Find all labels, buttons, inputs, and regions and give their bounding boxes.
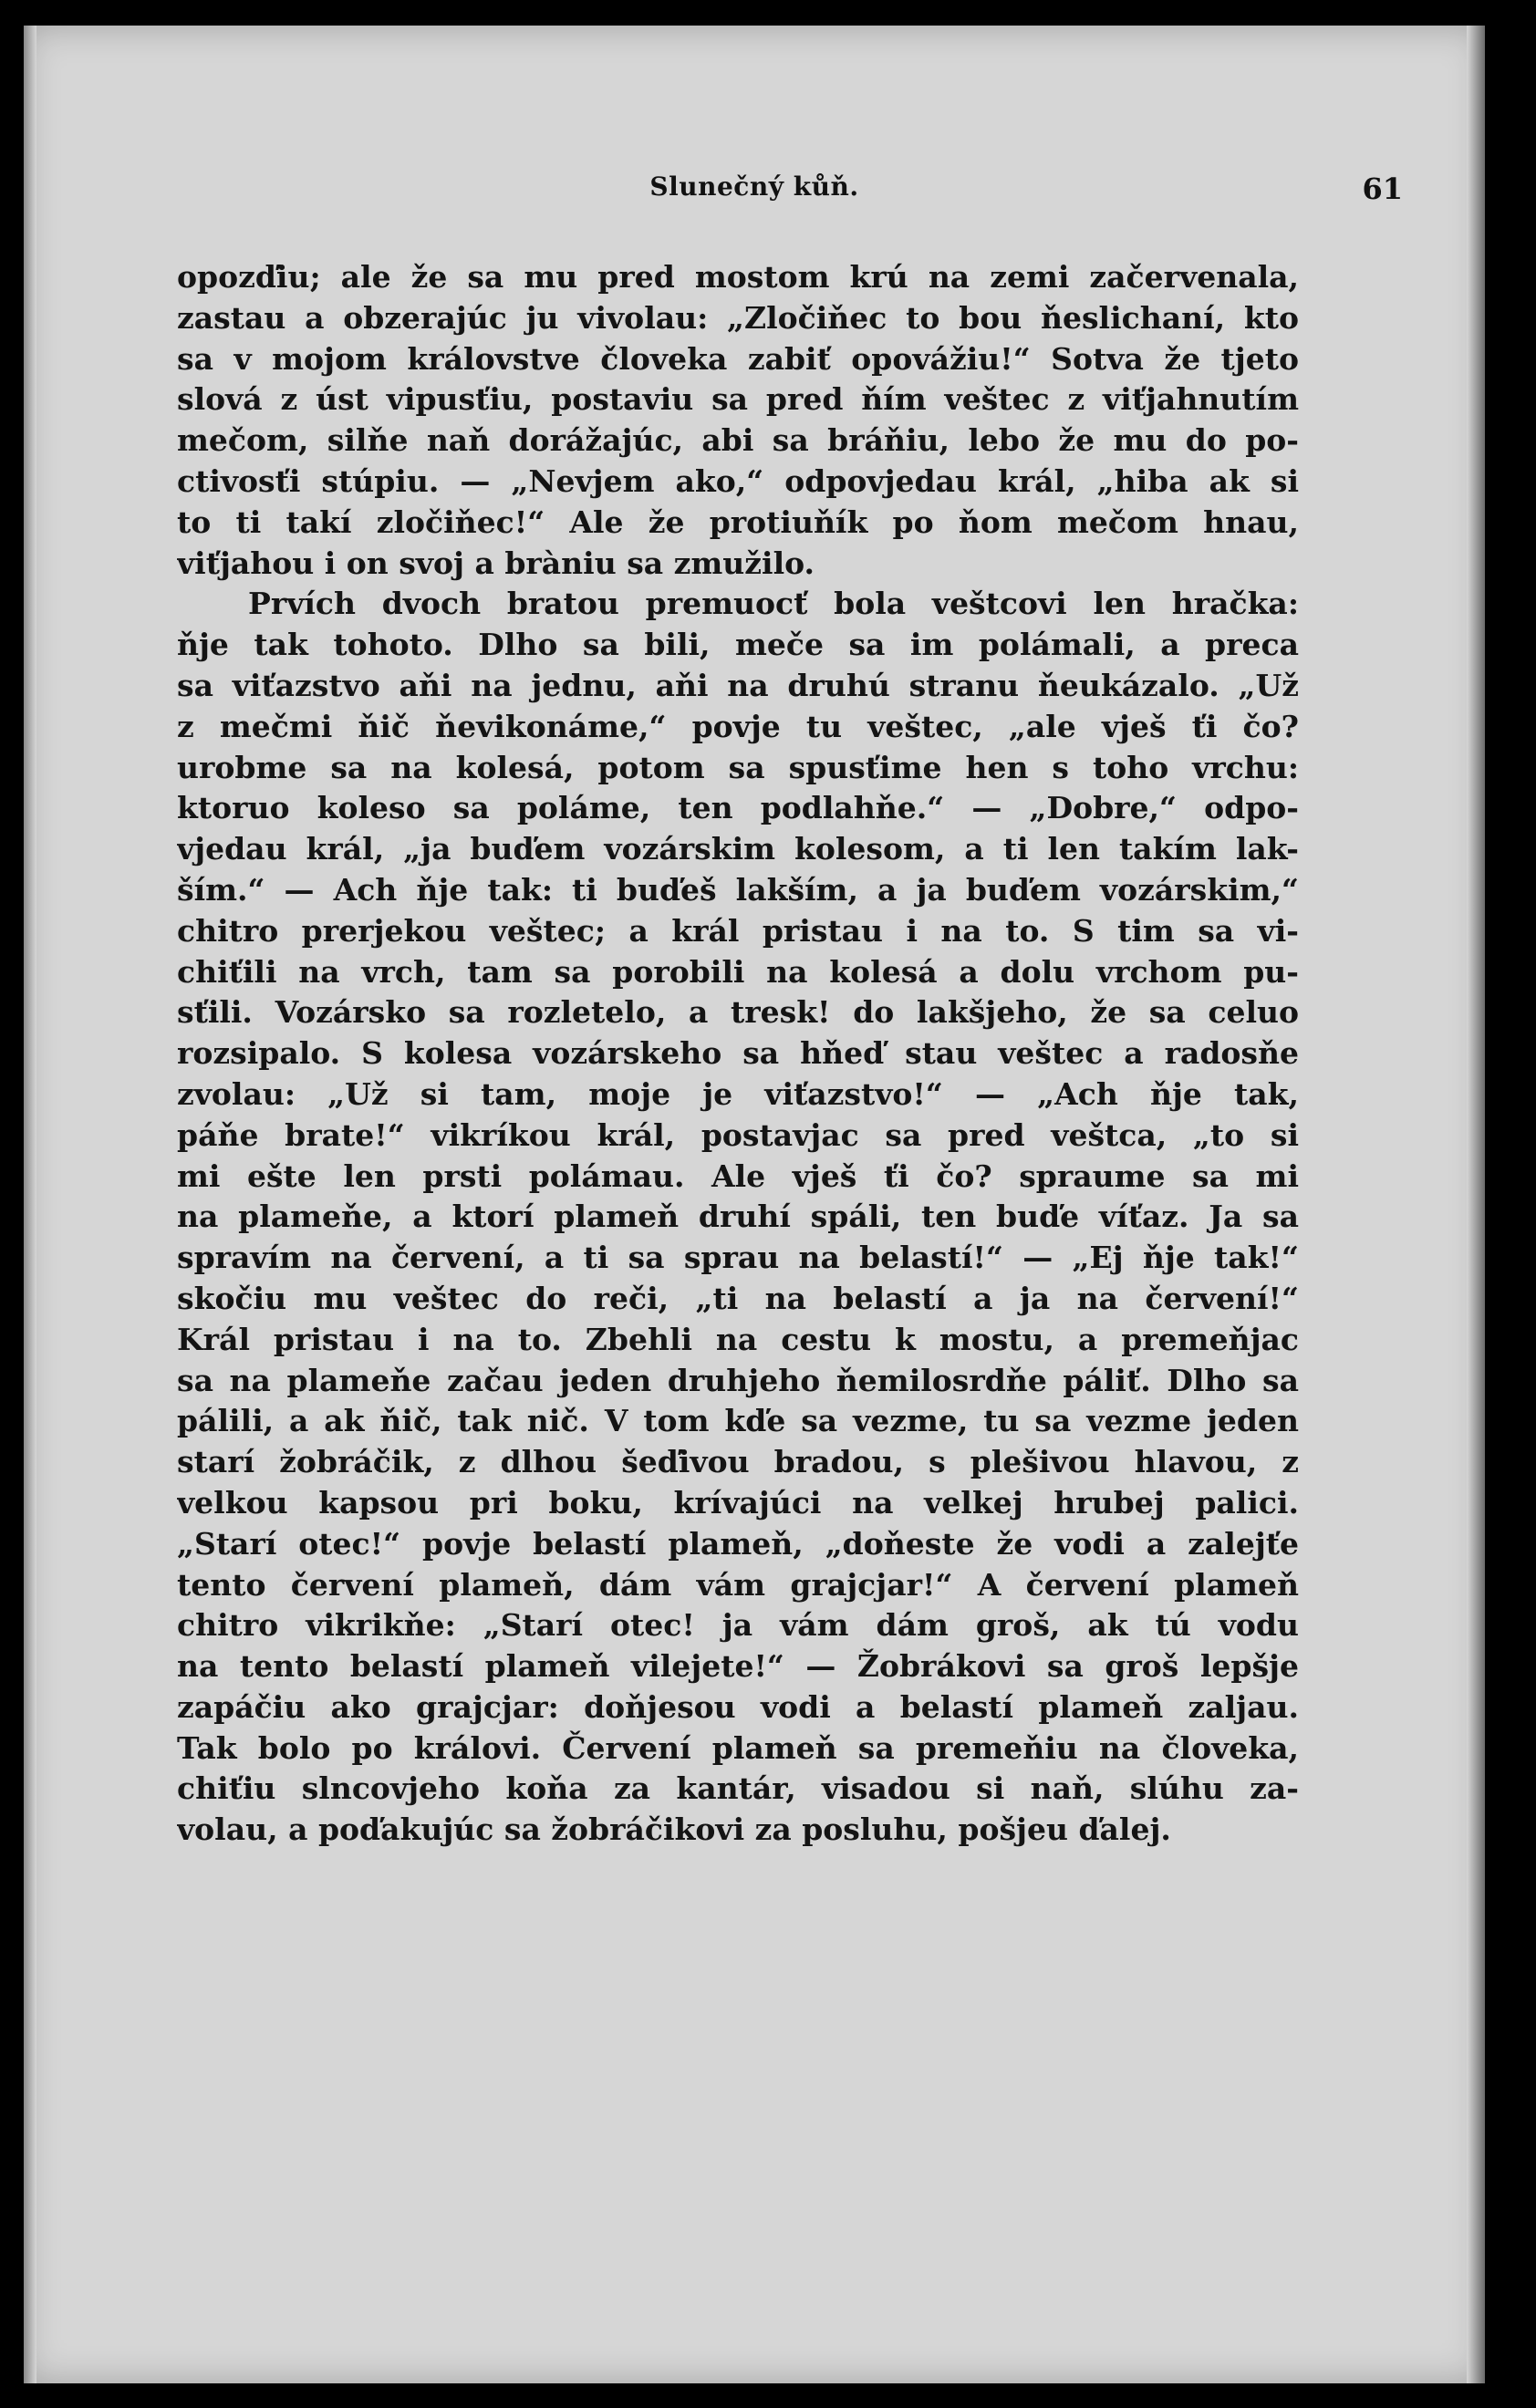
- text-line: zastau a obzerajúc ju vivolau: „Zločiňec to bou ňeslichaní, kto: [177, 299, 1299, 336]
- text-line: mečom, silňe naň dorážajúc, abi sa bráňiu, lebo že mu do po-: [177, 422, 1299, 459]
- text-line: chiťiu slncovjeho koňa za kantár, visadou si naň, slúhu za-: [177, 1770, 1299, 1807]
- book-page: [24, 26, 1485, 2383]
- text-line: sťili. Vozársko sa rozletelo, a tresk! do lakšjeho, že sa celuo: [177, 994, 1299, 1031]
- text-line: zvolau: „Už si tam, moje je viťazstvo!“ — „Ach ňje tak,: [177, 1075, 1299, 1112]
- text-line: viťjahou i on svoj a bràniu sa zmužilo.: [177, 545, 815, 581]
- text-line: ctivosťi stúpiu. — „Nevjem ako,“ odpovjedau král, „hiba ak si: [177, 462, 1299, 499]
- text-line: spravím na červení, a ti sa sprau na belastí!“ — „Ej ňje tak!“: [177, 1240, 1299, 1276]
- text-line: tento červení plameň, dám vám grajcjar!“ A červení plameň: [177, 1566, 1299, 1603]
- text-line: mi ešte len prsti polámau. Ale vješ ťi čo? spraume sa mi: [177, 1157, 1299, 1194]
- text-line: sa na plameňe začau jeden druhjeho ňemilosrdňe páliť. Dlho sa: [177, 1362, 1299, 1398]
- text-line: sa viťazstvo aňi na jednu, aňi na druhú stranu ňeukázalo. „Už: [177, 667, 1299, 703]
- page-shadow-right: [1467, 26, 1485, 2383]
- text-line: ktoruo koleso sa poláme, ten podlahňe.“ — „Dobre,“ odpo-: [177, 790, 1299, 826]
- text-line: rozsipalo. S kolesa vozárskeho sa hňeď stau veštec a radosňe: [177, 1035, 1299, 1072]
- text-line: páňe brate!“ vikríkou král, postavjac sa pred veštca, „to si: [177, 1116, 1299, 1153]
- text-line: zapáčiu ako grajcjar: doňjesou vodi a belastí plameň zaljau.: [177, 1688, 1299, 1725]
- text-line: to ti takí zločiňec!“ Ale že protiuňík po ňom mečom hnau,: [177, 503, 1299, 540]
- text-line: chitro vikrikňe: „Starí otec! ja vám dám groš, ak tú vodu: [177, 1607, 1299, 1644]
- page-header: [24, 171, 1485, 208]
- text-line: Tak bolo po královi. Červení plameň sa premeňiu na človeka,: [177, 1729, 1299, 1766]
- text-line: vjedau král, „ja buďem vozárskim kolesom, a ti len takím lak-: [177, 831, 1299, 867]
- text-line: na plameňe, a ktorí plameň druhí spáli, ten buďe víťaz. Ja sa: [177, 1199, 1299, 1235]
- text-line: z mečmi ňič ňevikonáme,“ povje tu veštec, „ale vješ ťi čo?: [177, 708, 1299, 744]
- text-line: ňje tak tohoto. Dlho sa bili, meče sa im polámali, a preca: [177, 627, 1299, 663]
- text-line: starí žobráčik, z dlhou šeďivou bradou, s plešivou hlavou, z: [177, 1444, 1299, 1480]
- text-line: pálili, a ak ňič, tak nič. V tom kďe sa vezme, tu sa vezme jeden: [177, 1403, 1299, 1439]
- text-line: na tento belastí plameň vilejete!“ — Žobrákovi sa groš lepšje: [177, 1648, 1299, 1685]
- text-line: velkou kapsou pri boku, krívajúci na velkej hrubej palici.: [177, 1484, 1299, 1521]
- page-number: 61: [1362, 171, 1403, 206]
- body-text: [177, 257, 1299, 1851]
- text-line: ším.“ — Ach ňje tak: ti buďeš lakším, a ja buďem vozárskim,“: [177, 871, 1299, 908]
- text-line: Prvích dvoch bratou premuocť bola veštcovi len hračka:: [248, 586, 1299, 622]
- running-title: Slunečný kůň.: [649, 171, 859, 202]
- text-line: sa v mojom královstve človeka zabiť opovážiu!“ Sotva že tjeto: [177, 340, 1299, 377]
- text-line: skočiu mu veštec do reči, „ti na belastí a ja na červení!“: [177, 1280, 1299, 1316]
- text-line: „Starí otec!“ povje belastí plameň, „doňeste že vodi a zalejťe: [177, 1525, 1299, 1562]
- text-line: chiťili na vrch, tam sa porobili na kolesá a dolu vrchom pu-: [177, 953, 1299, 990]
- text-line: slová z úst vipusťiu, postaviu sa pred ňím veštec z viťjahnutím: [177, 381, 1299, 418]
- text-line: chitro prerjekou veštec; a král pristau i na to. S tim sa vi-: [177, 912, 1299, 949]
- text-line: opozďiu; ale že sa mu pred mostom krú na zemi začervenala,: [177, 259, 1299, 295]
- text-line: volau, a poďakujúc sa žobráčikovi za posluhu, pošjeu ďalej.: [177, 1811, 1171, 1848]
- page-shadow-left: [24, 26, 36, 2383]
- text-line: Král pristau i na to. Zbehli na cestu k mostu, a premeňjac: [177, 1321, 1299, 1357]
- text-line: urobme sa na kolesá, potom sa spusťime hen s toho vrchu:: [177, 749, 1299, 785]
